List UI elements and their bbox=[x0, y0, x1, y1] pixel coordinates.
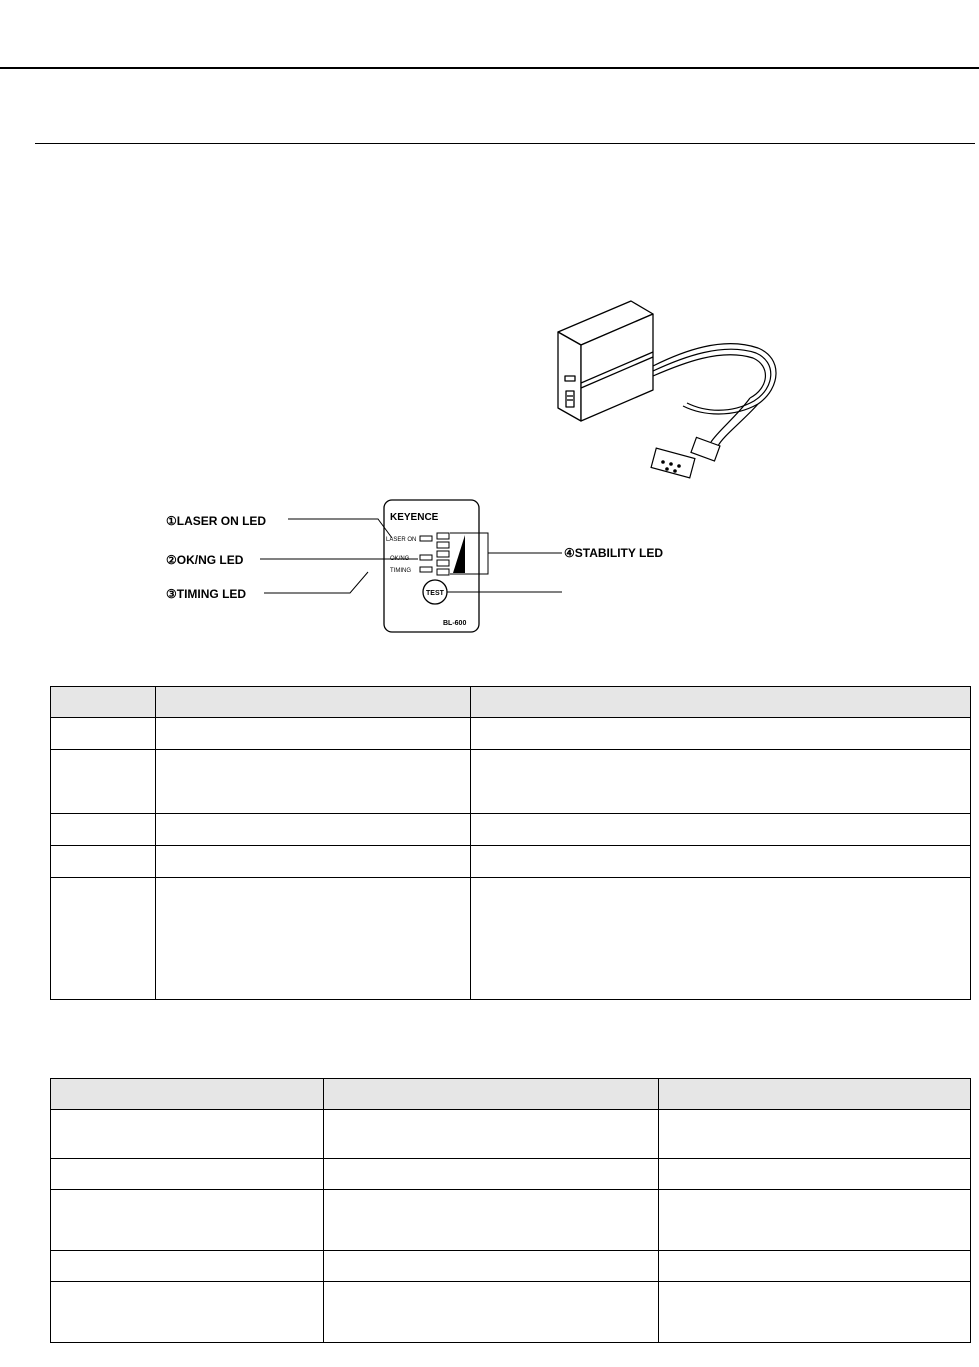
section-rule bbox=[35, 143, 975, 144]
stability-led-1 bbox=[437, 533, 449, 539]
led-label-ok-ng: OK/NG bbox=[390, 556, 410, 562]
callout-laser-on-led: ①LASER ON LED bbox=[166, 514, 267, 528]
specification-table bbox=[50, 1078, 971, 1343]
stability-led-5 bbox=[437, 569, 449, 575]
table-row bbox=[51, 1110, 971, 1159]
brand-logo: KEYENCE bbox=[390, 512, 439, 523]
callout-stability-led: ④STABILITY LED bbox=[564, 546, 663, 560]
stability-led-4 bbox=[437, 560, 449, 566]
table-header-row bbox=[51, 687, 971, 718]
led-label-laser-on: LASER ON bbox=[386, 537, 417, 543]
stability-led-3 bbox=[437, 551, 449, 557]
table-row bbox=[51, 846, 971, 878]
callout-timing-led: ③TIMING LED bbox=[166, 587, 247, 601]
led-description-table bbox=[50, 686, 971, 1000]
scanner-illustration bbox=[553, 296, 793, 496]
laser-on-led bbox=[420, 536, 432, 541]
header-rule bbox=[0, 67, 979, 69]
table-row bbox=[51, 750, 971, 814]
table-header-row bbox=[51, 1079, 971, 1110]
test-button-label: TEST bbox=[426, 590, 444, 597]
table-row bbox=[51, 814, 971, 846]
table-row bbox=[51, 1282, 971, 1343]
table-row bbox=[51, 1190, 971, 1251]
ok-ng-led bbox=[420, 555, 432, 560]
led-panel-diagram bbox=[160, 495, 740, 640]
stability-led-2 bbox=[437, 542, 449, 548]
led-label-timing: TIMING bbox=[390, 568, 411, 574]
timing-led bbox=[420, 567, 432, 572]
callout-ok-ng-led: ②OK/NG LED bbox=[166, 553, 244, 567]
table-row bbox=[51, 718, 971, 750]
model-label: BL-600 bbox=[443, 620, 467, 627]
table-row bbox=[51, 1251, 971, 1282]
table-row bbox=[51, 878, 971, 1000]
table-row bbox=[51, 1159, 971, 1190]
